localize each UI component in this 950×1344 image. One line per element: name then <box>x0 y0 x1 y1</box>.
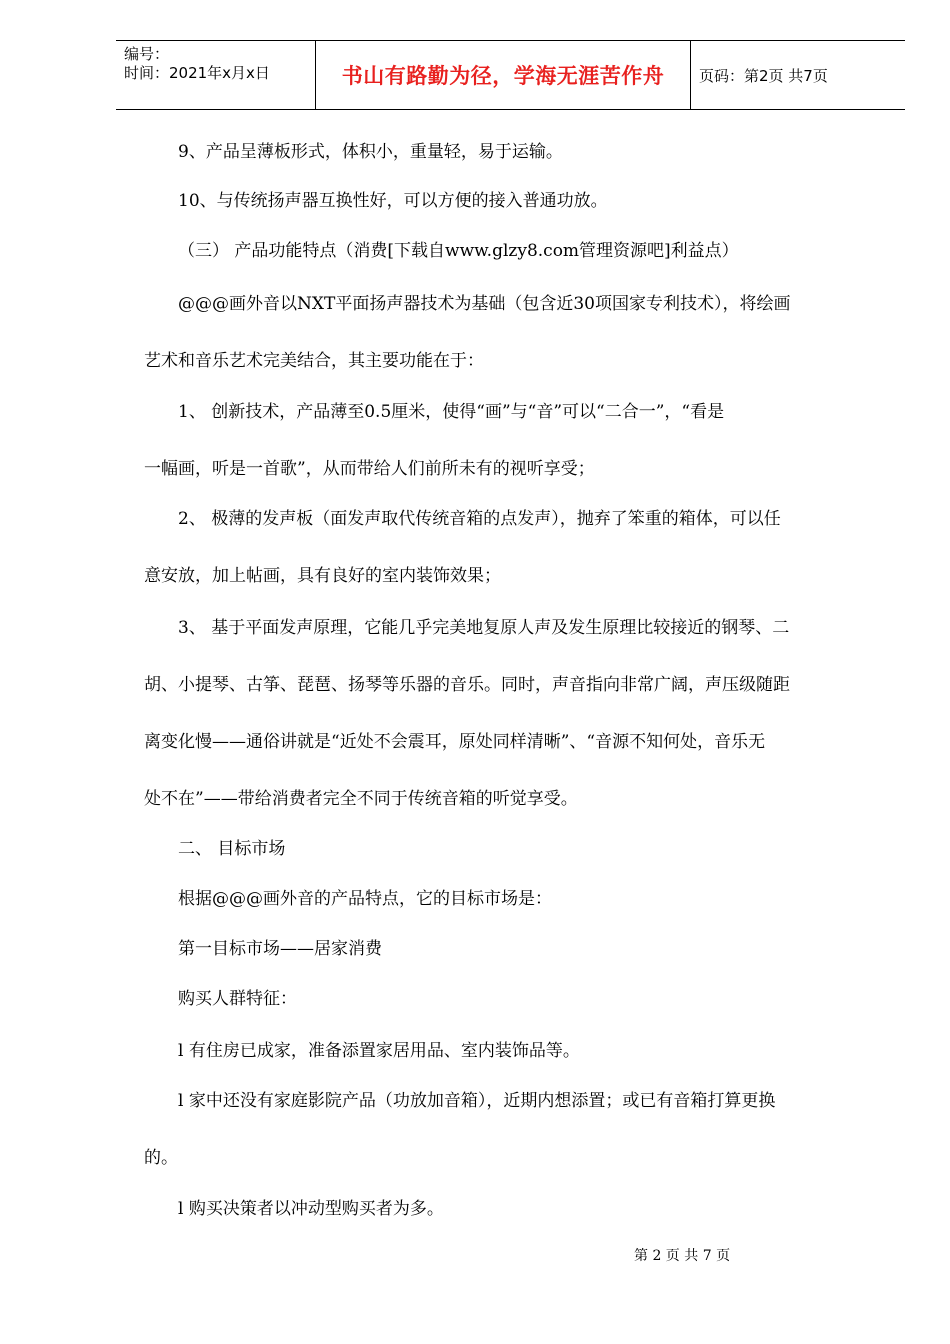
list-item-continuation: 离变化慢——通俗讲就是“近处不会震耳，原处同样清晰”、“音源不知何处，音乐无 <box>144 732 766 752</box>
header-meta-cell <box>116 41 316 109</box>
page-footer: 第 2 页 共 7 页 <box>634 1248 731 1264</box>
section-heading: （三） 产品功能特点（消费[下载自www.glzy8.com管理资源吧]利益点） <box>178 241 739 261</box>
header-page-cell <box>691 41 905 109</box>
page-number-label: 页码：第2页 共7页 <box>699 66 828 85</box>
list-item: 1、 创新技术，产品薄至0.5厘米，使得“画”与“音”可以“二合一”，“看是 <box>178 402 725 422</box>
list-item-continuation: 胡、小提琴、古筝、琵琶、扬琴等乐器的音乐。同时，声音指向非常广阔，声压级随距 <box>144 675 790 695</box>
list-item: 2、 极薄的发声板（面发声取代传统音箱的点发声），抛弃了笨重的箱体，可以任 <box>178 509 781 529</box>
page-header <box>116 40 905 110</box>
header-motto-cell <box>316 41 691 109</box>
bullet-item-continuation: 的。 <box>144 1148 178 1168</box>
paragraph-continuation: 艺术和音乐艺术完美结合，其主要功能在于： <box>144 351 484 371</box>
bullet-item: l 家中还没有家庭影院产品（功放加音箱），近期内想添置；或已有音箱打算更换 <box>178 1091 776 1111</box>
section-heading: 二、 目标市场 <box>178 839 286 859</box>
bullet-item: l 有住房已成家，准备添置家居用品、室内装饰品等。 <box>178 1041 580 1061</box>
paragraph: 第一目标市场——居家消费 <box>178 939 382 959</box>
document-number-label: 编号： <box>124 45 170 63</box>
paragraph: 根据@@@画外音的产品特点，它的目标市场是： <box>178 889 552 909</box>
list-item: 3、 基于平面发声原理，它能几乎完美地复原人声及发生原理比较接近的钢琴、二 <box>178 618 790 638</box>
list-item-continuation: 处不在”——带给消费者完全不同于传统音箱的听觉享受。 <box>144 789 578 809</box>
list-item-continuation: 意安放，加上帖画，具有良好的室内装饰效果； <box>144 566 501 586</box>
paragraph: 购买人群特征： <box>178 989 297 1009</box>
document-time-label: 时间：2021年x月x日 <box>124 64 270 82</box>
list-item-continuation: 一幅画，听是一首歌”，从而带给人们前所未有的视听享受； <box>144 459 595 479</box>
paragraph: 9、产品呈薄板形式，体积小，重量轻，易于运输。 <box>178 142 563 162</box>
motto-text: 书山有路勤为径，学海无涯苦作舟 <box>341 64 665 88</box>
paragraph: @@@画外音以NXT平面扬声器技术为基础（包含近30项国家专利技术），将绘画 <box>178 294 791 314</box>
bullet-item: l 购买决策者以冲动型购买者为多。 <box>178 1199 444 1219</box>
paragraph: 10、与传统扬声器互换性好，可以方便的接入普通功放。 <box>178 191 608 211</box>
